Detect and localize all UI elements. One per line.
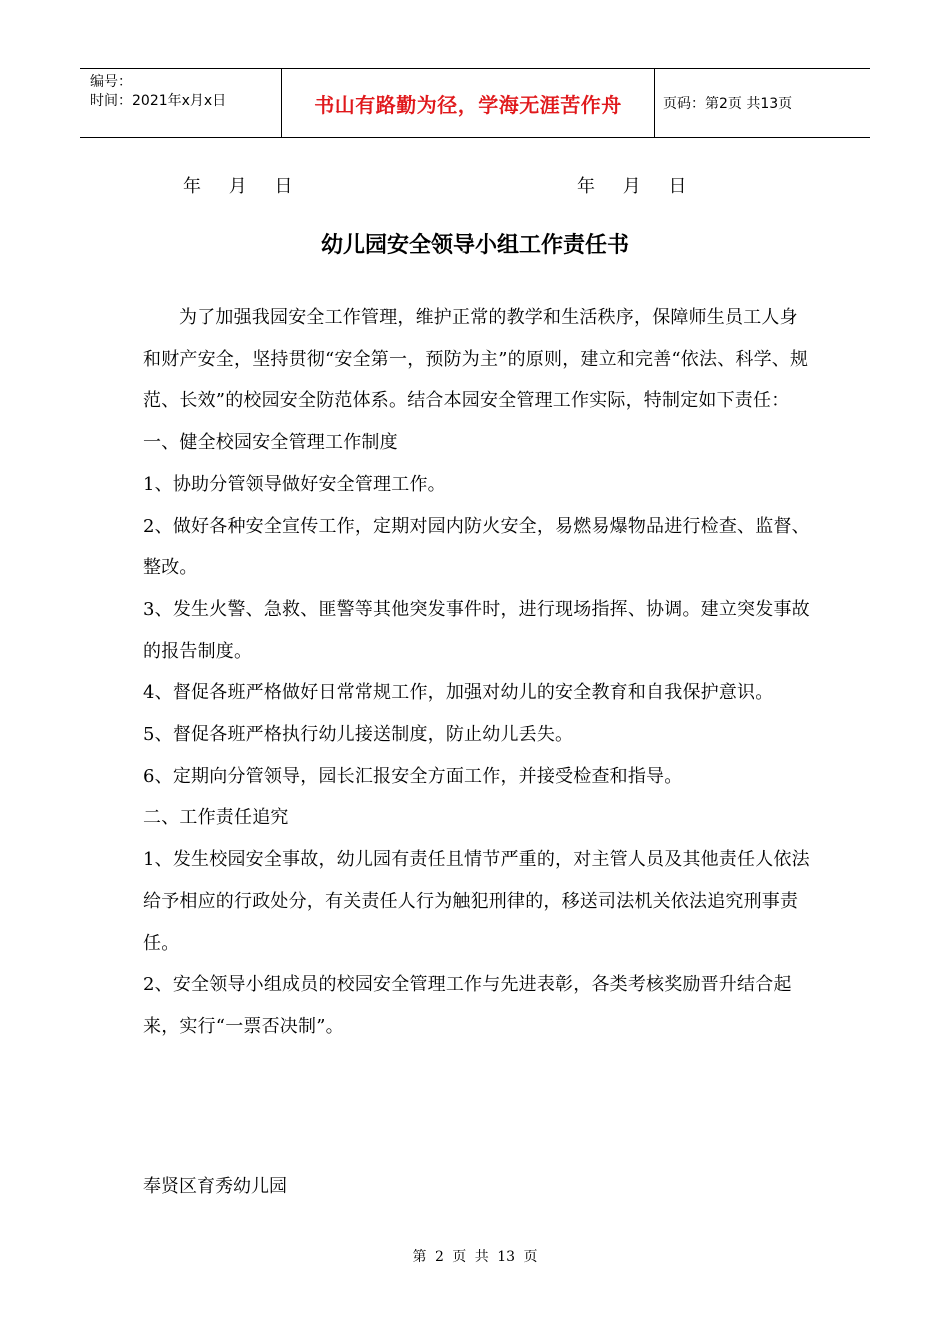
- motto-text: 书山有路勤为径，学海无涯苦作舟: [314, 92, 622, 117]
- section-heading-1: 一、健全校园安全管理工作制度: [143, 432, 398, 454]
- list-item: 3、发生火警、急救、匪警等其他突发事件时，进行现场指挥、协调。建立突发事故的报告制度。: [143, 598, 810, 662]
- list-item: 5、督促各班严格执行幼儿接送制度，防止幼儿丢失。: [143, 724, 574, 746]
- signature: 奉贤区育秀幼儿园: [143, 1176, 287, 1197]
- date-right: 年 月 日: [577, 176, 687, 197]
- intro-paragraph: 为了加强我园安全工作管理，维护正常的教学和生活秩序，保障师生员工人身和财产安全，坚持贯彻“安全第一，预防为主”的原则，建立和完善“依法、科学、规范、长效”的校园安全防范体系。结合本园安全管理工作实际，特制定如下责任：: [143, 307, 809, 412]
- list-item: 2、做好各种安全宣传工作，定期对园内防火安全，易燃易爆物品进行检查、监督、整改。: [143, 515, 810, 579]
- time-label: 时间：2021年x月x日: [90, 93, 227, 109]
- header-motto-cell: [282, 69, 655, 137]
- section-heading-2: 二、工作责任追究: [143, 807, 289, 829]
- list-item: 4、督促各班严格做好日常常规工作，加强对幼儿的安全教育和自我保护意识。: [143, 682, 774, 704]
- page-header: [80, 68, 870, 138]
- header-page-info: [655, 69, 870, 137]
- date-left: 年 月 日: [183, 176, 293, 197]
- document-body: [143, 297, 811, 1048]
- document-title: 幼儿园安全领导小组工作责任书: [320, 233, 629, 258]
- header-meta: [80, 69, 282, 137]
- serial-label: 编号：: [90, 74, 132, 90]
- list-item: 1、协助分管领导做好安全管理工作。: [143, 473, 446, 495]
- page-footer: 第 2 页 共 13 页: [412, 1249, 538, 1265]
- list-item: 1、发生校园安全事故，幼儿园有责任且情节严重的，对主管人员及其他责任人依法给予相应的行政处分，有关责任人行为触犯刑律的，移送司法机关依法追究刑事责任。: [143, 849, 810, 954]
- list-item: 6、定期向分管领导，园长汇报安全方面工作，并接受检查和指导。: [143, 765, 683, 787]
- page-info-text: 页码：第2页 共13页: [663, 96, 793, 112]
- list-item: 2、安全领导小组成员的校园安全管理工作与先进表彰，各类考核奖励晋升结合起来，实行“一票否决制”。: [143, 974, 792, 1037]
